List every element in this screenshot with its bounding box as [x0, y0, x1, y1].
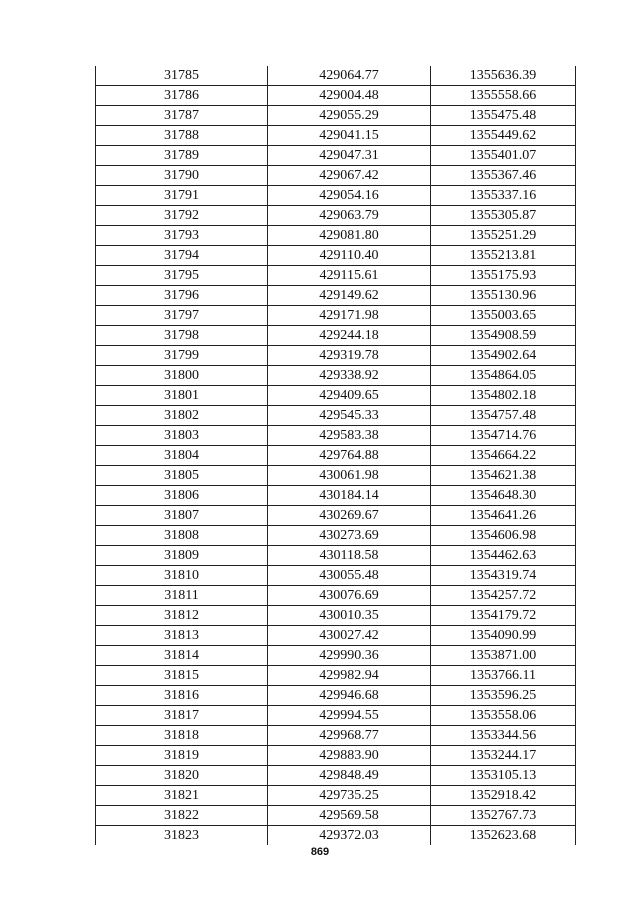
table-row [96, 506, 576, 526]
y-coordinate-cell: 1355475.48 [431, 106, 576, 126]
table-row [96, 526, 576, 546]
table-row [96, 386, 576, 406]
x-coordinate-cell: 429994.55 [268, 706, 431, 726]
x-coordinate-cell: 429149.62 [268, 286, 431, 306]
table-row [96, 826, 576, 846]
point-id-cell: 31819 [96, 746, 268, 766]
table-row [96, 366, 576, 386]
point-id-cell: 31810 [96, 566, 268, 586]
y-coordinate-cell: 1354257.72 [431, 586, 576, 606]
y-coordinate-cell: 1354319.74 [431, 566, 576, 586]
point-id-cell: 31800 [96, 366, 268, 386]
point-id-cell: 31816 [96, 686, 268, 706]
table-row [96, 246, 576, 266]
x-coordinate-cell: 429848.49 [268, 766, 431, 786]
point-id-cell: 31788 [96, 126, 268, 146]
table-row [96, 806, 576, 826]
x-coordinate-cell: 429409.65 [268, 386, 431, 406]
table-row [96, 346, 576, 366]
point-id-cell: 31787 [96, 106, 268, 126]
point-id-cell: 31822 [96, 806, 268, 826]
point-id-cell: 31811 [96, 586, 268, 606]
x-coordinate-cell: 429764.88 [268, 446, 431, 466]
y-coordinate-cell: 1355337.16 [431, 186, 576, 206]
table-row [96, 166, 576, 186]
x-coordinate-cell: 430055.48 [268, 566, 431, 586]
table-row [96, 486, 576, 506]
x-coordinate-cell: 430010.35 [268, 606, 431, 626]
point-id-cell: 31790 [96, 166, 268, 186]
coordinate-table-container [95, 66, 575, 845]
y-coordinate-cell: 1354641.26 [431, 506, 576, 526]
x-coordinate-cell: 429004.48 [268, 86, 431, 106]
point-id-cell: 31802 [96, 406, 268, 426]
y-coordinate-cell: 1353596.25 [431, 686, 576, 706]
y-coordinate-cell: 1352918.42 [431, 786, 576, 806]
table-row [96, 666, 576, 686]
x-coordinate-cell: 429545.33 [268, 406, 431, 426]
y-coordinate-cell: 1355130.96 [431, 286, 576, 306]
x-coordinate-cell: 429569.58 [268, 806, 431, 826]
table-row [96, 766, 576, 786]
y-coordinate-cell: 1354621.38 [431, 466, 576, 486]
point-id-cell: 31817 [96, 706, 268, 726]
table-row [96, 606, 576, 626]
point-id-cell: 31785 [96, 66, 268, 86]
y-coordinate-cell: 1354664.22 [431, 446, 576, 466]
y-coordinate-cell: 1355175.93 [431, 266, 576, 286]
x-coordinate-cell: 430027.42 [268, 626, 431, 646]
x-coordinate-cell: 430118.58 [268, 546, 431, 566]
point-id-cell: 31805 [96, 466, 268, 486]
table-row [96, 686, 576, 706]
x-coordinate-cell: 429041.15 [268, 126, 431, 146]
point-id-cell: 31803 [96, 426, 268, 446]
point-id-cell: 31795 [96, 266, 268, 286]
point-id-cell: 31796 [96, 286, 268, 306]
point-id-cell: 31820 [96, 766, 268, 786]
table-row [96, 106, 576, 126]
y-coordinate-cell: 1355636.39 [431, 66, 576, 86]
table-row [96, 706, 576, 726]
table-row [96, 226, 576, 246]
table-row [96, 746, 576, 766]
y-coordinate-cell: 1355367.46 [431, 166, 576, 186]
table-row [96, 546, 576, 566]
y-coordinate-cell: 1354606.98 [431, 526, 576, 546]
point-id-cell: 31797 [96, 306, 268, 326]
point-id-cell: 31794 [96, 246, 268, 266]
point-id-cell: 31812 [96, 606, 268, 626]
x-coordinate-cell: 429055.29 [268, 106, 431, 126]
point-id-cell: 31798 [96, 326, 268, 346]
table-row [96, 126, 576, 146]
x-coordinate-cell: 429171.98 [268, 306, 431, 326]
point-id-cell: 31807 [96, 506, 268, 526]
point-id-cell: 31818 [96, 726, 268, 746]
x-coordinate-cell: 429054.16 [268, 186, 431, 206]
table-row [96, 586, 576, 606]
x-coordinate-cell: 429583.38 [268, 426, 431, 446]
point-id-cell: 31791 [96, 186, 268, 206]
y-coordinate-cell: 1354714.76 [431, 426, 576, 446]
y-coordinate-cell: 1353344.56 [431, 726, 576, 746]
point-id-cell: 31808 [96, 526, 268, 546]
y-coordinate-cell: 1355449.62 [431, 126, 576, 146]
point-id-cell: 31806 [96, 486, 268, 506]
y-coordinate-cell: 1354908.59 [431, 326, 576, 346]
table-row [96, 566, 576, 586]
y-coordinate-cell: 1354902.64 [431, 346, 576, 366]
x-coordinate-cell: 430076.69 [268, 586, 431, 606]
x-coordinate-cell: 430184.14 [268, 486, 431, 506]
table-row [96, 286, 576, 306]
point-id-cell: 31813 [96, 626, 268, 646]
table-row [96, 726, 576, 746]
table-row [96, 406, 576, 426]
table-row [96, 186, 576, 206]
y-coordinate-cell: 1353105.13 [431, 766, 576, 786]
x-coordinate-cell: 429982.94 [268, 666, 431, 686]
x-coordinate-cell: 429110.40 [268, 246, 431, 266]
y-coordinate-cell: 1354090.99 [431, 626, 576, 646]
x-coordinate-cell: 429063.79 [268, 206, 431, 226]
y-coordinate-cell: 1354864.05 [431, 366, 576, 386]
x-coordinate-cell: 429735.25 [268, 786, 431, 806]
y-coordinate-cell: 1352767.73 [431, 806, 576, 826]
point-id-cell: 31823 [96, 826, 268, 846]
x-coordinate-cell: 430061.98 [268, 466, 431, 486]
y-coordinate-cell: 1352623.68 [431, 826, 576, 846]
point-id-cell: 31815 [96, 666, 268, 686]
table-row [96, 626, 576, 646]
x-coordinate-cell: 429081.80 [268, 226, 431, 246]
y-coordinate-cell: 1354802.18 [431, 386, 576, 406]
x-coordinate-cell: 429067.42 [268, 166, 431, 186]
x-coordinate-cell: 429047.31 [268, 146, 431, 166]
x-coordinate-cell: 429990.36 [268, 646, 431, 666]
table-body [96, 66, 576, 845]
page-number: 869 [310, 846, 330, 858]
y-coordinate-cell: 1354179.72 [431, 606, 576, 626]
x-coordinate-cell: 430269.67 [268, 506, 431, 526]
table-row [96, 446, 576, 466]
table-row [96, 466, 576, 486]
table-row [96, 306, 576, 326]
x-coordinate-cell: 429115.61 [268, 266, 431, 286]
y-coordinate-cell: 1353244.17 [431, 746, 576, 766]
coordinate-table [95, 66, 576, 845]
table-row [96, 86, 576, 106]
y-coordinate-cell: 1355213.81 [431, 246, 576, 266]
x-coordinate-cell: 429319.78 [268, 346, 431, 366]
y-coordinate-cell: 1354462.63 [431, 546, 576, 566]
x-coordinate-cell: 429064.77 [268, 66, 431, 86]
x-coordinate-cell: 429338.92 [268, 366, 431, 386]
y-coordinate-cell: 1353871.00 [431, 646, 576, 666]
y-coordinate-cell: 1355305.87 [431, 206, 576, 226]
point-id-cell: 31804 [96, 446, 268, 466]
x-coordinate-cell: 429244.18 [268, 326, 431, 346]
x-coordinate-cell: 429883.90 [268, 746, 431, 766]
point-id-cell: 31809 [96, 546, 268, 566]
table-row [96, 426, 576, 446]
x-coordinate-cell: 429372.03 [268, 826, 431, 846]
x-coordinate-cell: 429968.77 [268, 726, 431, 746]
table-row [96, 146, 576, 166]
y-coordinate-cell: 1354757.48 [431, 406, 576, 426]
table-row [96, 646, 576, 666]
x-coordinate-cell: 429946.68 [268, 686, 431, 706]
y-coordinate-cell: 1355558.66 [431, 86, 576, 106]
point-id-cell: 31821 [96, 786, 268, 806]
x-coordinate-cell: 430273.69 [268, 526, 431, 546]
point-id-cell: 31793 [96, 226, 268, 246]
table-row [96, 206, 576, 226]
point-id-cell: 31789 [96, 146, 268, 166]
table-row [96, 786, 576, 806]
y-coordinate-cell: 1353558.06 [431, 706, 576, 726]
table-row [96, 326, 576, 346]
y-coordinate-cell: 1355003.65 [431, 306, 576, 326]
table-row [96, 266, 576, 286]
point-id-cell: 31786 [96, 86, 268, 106]
y-coordinate-cell: 1355401.07 [431, 146, 576, 166]
point-id-cell: 31814 [96, 646, 268, 666]
table-row [96, 66, 576, 86]
point-id-cell: 31801 [96, 386, 268, 406]
y-coordinate-cell: 1354648.30 [431, 486, 576, 506]
point-id-cell: 31799 [96, 346, 268, 366]
y-coordinate-cell: 1353766.11 [431, 666, 576, 686]
point-id-cell: 31792 [96, 206, 268, 226]
y-coordinate-cell: 1355251.29 [431, 226, 576, 246]
